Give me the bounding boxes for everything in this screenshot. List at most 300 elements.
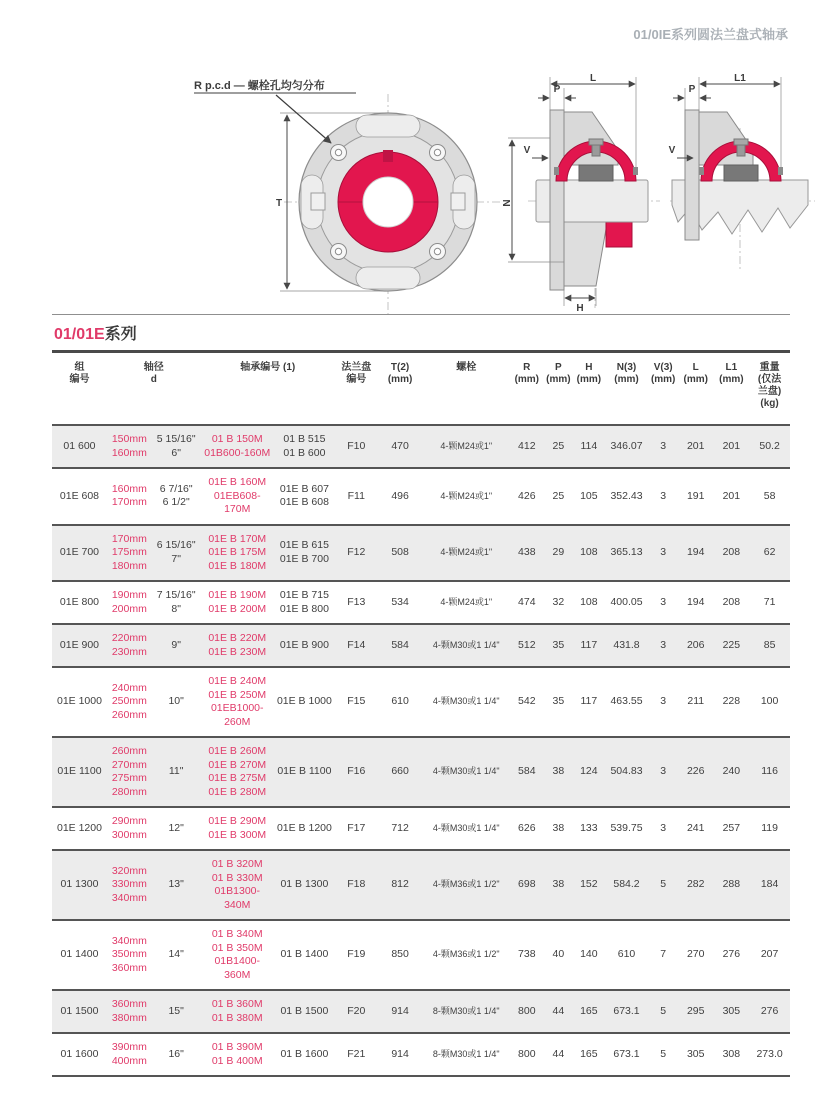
cell-value: 850 <box>391 948 409 961</box>
cell-value: 58 <box>763 489 776 502</box>
cell-bearing <box>274 425 335 468</box>
cell-t <box>378 920 423 990</box>
cell-value: 01 1500 <box>60 1004 99 1017</box>
cell-value: 584.2 <box>613 878 640 891</box>
cell-line: 6 15/16" <box>156 539 196 552</box>
table-row <box>52 850 790 920</box>
cell-weight <box>749 850 790 920</box>
cell-line: 175mm <box>111 546 147 558</box>
cell-line: 190mm <box>111 589 147 601</box>
cell-line: 01E B 700 <box>279 552 329 565</box>
cell-value: 3 <box>660 821 667 834</box>
cell-line: 01 B 400M <box>211 1054 263 1067</box>
cell-line: 160mm <box>111 446 147 459</box>
cell-value: 276 <box>760 1004 779 1017</box>
cell-line: 160mm <box>111 482 147 495</box>
cell-group <box>52 920 107 990</box>
cell-value: 01 1600 <box>60 1047 99 1060</box>
table-row <box>52 667 790 737</box>
cell-value: 7 <box>660 948 667 961</box>
cell-line: 290mm <box>111 815 147 827</box>
col-header-line: P <box>555 362 562 373</box>
col-header-line: 法兰盘 <box>341 362 372 373</box>
bearing-block <box>724 165 758 181</box>
col-header-line: 编号 <box>69 374 90 385</box>
cell-line: 01 B 380M <box>211 1011 263 1024</box>
col-header <box>378 353 423 425</box>
cell-value: 3 <box>660 546 667 558</box>
cell-line: 01 B 330M <box>211 871 263 884</box>
cell-value: 474 <box>518 595 536 608</box>
cell-value: 610 <box>391 695 409 708</box>
cell-value: F21 <box>347 1047 366 1060</box>
cell-line: 01EB1000-260M <box>210 702 264 728</box>
flange-scallop <box>356 115 420 137</box>
cell-line: 01E B 260M <box>208 745 267 757</box>
cell-value: 4-颗M30或1 1/4" <box>432 766 500 777</box>
cell-value: 4-颗M30或1 1/4" <box>432 696 500 707</box>
col-header-line: (mm) <box>514 374 540 385</box>
cell-t <box>378 425 423 468</box>
dim-label-l1: L1 <box>734 73 746 84</box>
cell-line: 9" <box>171 638 181 651</box>
col-header <box>678 353 714 425</box>
cell-line: 01E B 607 <box>279 482 329 495</box>
cell-l <box>678 850 714 920</box>
cell-value: 35 <box>552 695 565 708</box>
cell-line: 170mm <box>111 496 147 509</box>
cell-line: 01E B 270M <box>208 758 267 771</box>
bolt-hole-center <box>335 248 341 254</box>
cell-value: 3 <box>660 765 667 778</box>
cell-line: 01E B 615 <box>279 539 329 552</box>
cell-value: 3 <box>660 638 667 651</box>
cell-p <box>544 425 574 468</box>
cell-line: 275mm <box>111 772 147 784</box>
cell-d-mm <box>107 667 152 737</box>
cell-t <box>378 624 423 667</box>
cell-v <box>648 850 678 920</box>
col-header-line: H <box>585 362 593 373</box>
cell-p <box>544 990 574 1033</box>
cell-value: 712 <box>391 821 409 834</box>
cell-value: 124 <box>580 765 598 778</box>
cell-value: 207 <box>760 948 779 961</box>
cell-p <box>544 581 574 624</box>
cell-value: 295 <box>686 1004 705 1017</box>
cell-flange <box>335 525 378 582</box>
cell-p <box>544 850 574 920</box>
cell-d-in <box>152 425 201 468</box>
cell-value: 412 <box>518 439 536 452</box>
cell-t <box>378 525 423 582</box>
cell-line: 340mm <box>111 934 147 947</box>
cell-group <box>52 807 107 850</box>
cell-value: 470 <box>391 439 409 452</box>
cell-flange <box>335 990 378 1033</box>
cell-group <box>52 1033 107 1076</box>
cell-h <box>573 525 605 582</box>
cell-value: 431.8 <box>613 638 640 651</box>
cell-line: 360mm <box>111 998 147 1010</box>
cell-r <box>510 468 544 525</box>
cell-t <box>378 1033 423 1076</box>
cell-value: 4-颗M24或1" <box>440 440 493 451</box>
cell-bolt <box>422 807 510 850</box>
cell-line: 230mm <box>111 645 147 658</box>
cell-group <box>52 581 107 624</box>
cell-p <box>544 525 574 582</box>
cell-r <box>510 581 544 624</box>
cell-bolt <box>422 581 510 624</box>
cell-line: 01E B 1200 <box>276 821 332 834</box>
cell-value: 226 <box>686 765 705 778</box>
cell-p <box>544 468 574 525</box>
bearing-block <box>579 165 613 181</box>
cell-value: 165 <box>580 1004 598 1017</box>
bearing-slot <box>383 150 393 162</box>
page-title: 01/0IE系列圆法兰盘式轴承 <box>633 27 788 42</box>
cell-v <box>648 737 678 807</box>
cell-bearing-m <box>201 468 274 525</box>
col-header-line: (仅法 <box>757 374 782 385</box>
cell-line: 01 B 1300 <box>280 878 329 891</box>
cell-bearing-m <box>201 425 274 468</box>
col-header <box>335 353 378 425</box>
cell-bolt <box>422 624 510 667</box>
col-header-line: 组 <box>74 362 85 373</box>
cell-weight <box>749 807 790 850</box>
cell-value: F17 <box>347 821 366 834</box>
cell-line: 01E B 190M <box>208 589 267 601</box>
cell-v <box>648 667 678 737</box>
cell-n <box>605 737 649 807</box>
cell-value: 534 <box>391 595 409 608</box>
cell-value: 133 <box>580 821 598 834</box>
cell-line: 15" <box>168 1004 184 1017</box>
col-header-line: (mm) <box>683 374 708 385</box>
cell-bearing <box>274 807 335 850</box>
cell-bearing <box>274 850 335 920</box>
cell-line: 01 B 150M <box>211 433 263 445</box>
cell-group <box>52 425 107 468</box>
cell-d-mm <box>107 525 152 582</box>
cell-line: 01E B 275M <box>208 772 267 784</box>
col-header-line: (mm) <box>614 374 639 385</box>
cell-l <box>678 667 714 737</box>
stud-nut <box>734 139 748 145</box>
cell-bearing <box>274 737 335 807</box>
cell-line: 150mm <box>111 433 147 445</box>
cell-line: 340mm <box>111 891 147 904</box>
cell-line: 01E B 900 <box>279 638 329 651</box>
cell-value: 8-颗M30或1 1/4" <box>432 1005 500 1016</box>
dim-label-v: V <box>523 145 531 156</box>
cell-h <box>573 624 605 667</box>
cell-value: 914 <box>391 1004 409 1017</box>
table-row <box>52 468 790 525</box>
cell-d-in <box>152 920 201 990</box>
cell-value: 504.83 <box>610 765 643 778</box>
cell-value: 4-颗M24或1" <box>440 596 493 607</box>
bolt-hole-center <box>434 248 440 254</box>
col-header-line: L <box>692 362 699 373</box>
cell-h <box>573 850 605 920</box>
cell-value: F15 <box>347 695 366 708</box>
table-row <box>52 425 790 468</box>
cell-line: 01E B 1100 <box>277 765 332 778</box>
cell-l1 <box>714 624 750 667</box>
cell-line: 330mm <box>111 878 147 891</box>
cell-t <box>378 990 423 1033</box>
cell-value: 152 <box>580 878 598 891</box>
cell-line: 380mm <box>111 1011 147 1024</box>
cell-value: 208 <box>722 546 741 558</box>
cell-bolt <box>422 425 510 468</box>
cell-line: 270mm <box>111 758 147 771</box>
col-header-line: (mm) <box>719 374 744 385</box>
cell-p <box>544 737 574 807</box>
cell-n <box>605 425 649 468</box>
cell-t <box>378 850 423 920</box>
cell-d-in <box>152 850 201 920</box>
cell-d-in <box>152 468 201 525</box>
cell-bearing <box>274 920 335 990</box>
cell-line: 01E B 200M <box>208 602 267 615</box>
clamp-tab <box>451 193 465 210</box>
cell-value: F12 <box>347 546 366 558</box>
cell-l <box>678 581 714 624</box>
cell-line: 01B600-160M <box>204 446 271 459</box>
cell-weight <box>749 468 790 525</box>
table-head <box>52 353 790 425</box>
cell-line: 01E B 220M <box>208 632 267 644</box>
cell-n <box>605 525 649 582</box>
cell-t <box>378 581 423 624</box>
cell-bearing-m <box>201 525 274 582</box>
cell-group <box>52 525 107 582</box>
cell-value: 01E 900 <box>59 638 100 651</box>
cell-value: 5 <box>660 1047 667 1060</box>
cell-line: 01E B 300M <box>208 828 267 841</box>
cell-value: 800 <box>518 1047 536 1060</box>
cell-group <box>52 990 107 1033</box>
cell-flange <box>335 1033 378 1076</box>
col-header-line: d <box>150 374 157 385</box>
cell-line: 01E B 230M <box>208 645 267 658</box>
cell-v <box>648 425 678 468</box>
cell-value: 38 <box>552 765 565 778</box>
cell-value: 25 <box>552 439 565 452</box>
cell-bolt <box>422 990 510 1033</box>
cell-value: 508 <box>391 546 409 558</box>
cell-r <box>510 990 544 1033</box>
cell-d-mm <box>107 581 152 624</box>
cell-l <box>678 624 714 667</box>
cell-r <box>510 920 544 990</box>
cell-value: 117 <box>580 638 598 651</box>
cell-value: F20 <box>347 1004 366 1017</box>
table-row <box>52 807 790 850</box>
dim-label-l: L <box>589 73 597 84</box>
cell-line: 16" <box>168 1047 184 1060</box>
cell-line: 6 1/2" <box>162 496 190 509</box>
cell-line: 01 B 1600 <box>280 1047 329 1060</box>
section-title-series-code: 01/01E <box>54 326 105 343</box>
stud-bolt <box>592 144 600 156</box>
cell-line: 400mm <box>111 1054 147 1067</box>
section-title-suffix: 系列 <box>104 326 137 343</box>
cell-h <box>573 667 605 737</box>
cell-line: 350mm <box>111 948 147 961</box>
cell-value: 288 <box>722 878 741 891</box>
cell-d-mm <box>107 850 152 920</box>
cell-value: 738 <box>518 948 536 961</box>
cell-value: F14 <box>347 638 366 651</box>
cell-v <box>648 990 678 1033</box>
col-header <box>544 353 574 425</box>
cell-bearing <box>274 525 335 582</box>
cell-d-mm <box>107 1033 152 1076</box>
cell-value: 01E 800 <box>59 595 100 608</box>
cell-line: 01E B 290M <box>208 815 267 827</box>
cell-value: 108 <box>580 546 598 558</box>
cell-value: 228 <box>722 695 741 708</box>
spec-table <box>52 353 790 1077</box>
cell-bearing <box>274 624 335 667</box>
cell-n <box>605 667 649 737</box>
cell-value: 01 1400 <box>60 948 99 961</box>
cell-d-in <box>152 667 201 737</box>
cell-line: 01E B 800 <box>279 602 329 615</box>
cap-bolt <box>778 167 783 175</box>
cell-bearing <box>274 581 335 624</box>
cell-l <box>678 990 714 1033</box>
cell-t <box>378 737 423 807</box>
cell-h <box>573 807 605 850</box>
dim-label-t: T <box>275 198 283 209</box>
cell-bearing-m <box>201 737 274 807</box>
cell-line: 01E B 160M <box>208 476 267 488</box>
cell-line: 01 B 320M <box>211 858 263 870</box>
cell-line: 10" <box>168 695 184 708</box>
cell-weight <box>749 667 790 737</box>
cell-value: 800 <box>518 1004 536 1017</box>
cell-value: 62 <box>763 546 776 558</box>
cell-line: 180mm <box>111 559 147 572</box>
cell-value: 201 <box>722 439 741 452</box>
cell-value: 3 <box>660 695 667 708</box>
cell-weight <box>749 737 790 807</box>
cell-v <box>648 807 678 850</box>
cell-l1 <box>714 850 750 920</box>
cell-line: 01E B 280M <box>208 785 267 798</box>
cell-value: 257 <box>722 821 741 834</box>
cell-r <box>510 1033 544 1076</box>
cell-value: 346.07 <box>610 439 643 452</box>
col-header-line: T(2) <box>390 362 410 373</box>
cell-d-mm <box>107 425 152 468</box>
cell-bearing-m <box>201 581 274 624</box>
col-header-line: 兰盘)(kg) <box>757 386 782 409</box>
header-row <box>52 353 790 425</box>
cell-value: F13 <box>347 595 366 608</box>
cell-group <box>52 624 107 667</box>
cell-h <box>573 581 605 624</box>
cell-value: 400.05 <box>610 595 643 608</box>
cell-line: 7 15/16" <box>156 589 196 601</box>
cell-line: 14" <box>168 948 184 961</box>
cell-line: 220mm <box>111 632 147 644</box>
cell-line: 01E B 250M <box>208 688 267 701</box>
cell-value: 282 <box>686 878 705 891</box>
cell-n <box>605 624 649 667</box>
cell-line: 01E B 1000 <box>276 695 332 708</box>
cell-value: 305 <box>722 1004 741 1017</box>
cell-line: 7" <box>171 552 181 565</box>
cell-value: 4-颗M36或1 1/2" <box>432 879 500 890</box>
cell-value: F19 <box>347 948 366 961</box>
cell-bolt <box>422 667 510 737</box>
cell-value: 5 <box>660 1004 667 1017</box>
stud-nut <box>589 139 603 145</box>
cell-n <box>605 468 649 525</box>
cell-r <box>510 425 544 468</box>
cell-p <box>544 667 574 737</box>
cell-value: 3 <box>660 439 667 452</box>
table-row <box>52 581 790 624</box>
cell-value: 626 <box>518 821 536 834</box>
cell-line: 01 B 1400 <box>280 948 329 961</box>
cell-line: 360mm <box>111 961 147 974</box>
cell-n <box>605 807 649 850</box>
cell-h <box>573 468 605 525</box>
cell-value: 241 <box>686 821 705 834</box>
cell-flange <box>335 850 378 920</box>
cell-bolt <box>422 737 510 807</box>
side-views-diagram <box>500 70 825 320</box>
cell-value: 71 <box>763 595 776 608</box>
cell-v <box>648 624 678 667</box>
cell-value: 50.2 <box>759 439 780 452</box>
col-header-line: N(3) <box>616 362 637 373</box>
cap-bolt <box>554 167 559 175</box>
cell-l <box>678 807 714 850</box>
cell-l <box>678 737 714 807</box>
cell-value: 44 <box>552 1004 565 1017</box>
cell-line: 8" <box>171 602 181 615</box>
bolt-hole-center <box>335 149 341 155</box>
cell-value: 812 <box>391 878 409 891</box>
cell-value: 38 <box>552 878 565 891</box>
dim-label-n: N <box>502 199 513 207</box>
cell-value: 698 <box>518 878 536 891</box>
cell-p <box>544 920 574 990</box>
cell-d-in <box>152 525 201 582</box>
cell-flange <box>335 920 378 990</box>
cell-value: 914 <box>391 1047 409 1060</box>
cell-h <box>573 990 605 1033</box>
cell-value: 512 <box>518 638 536 651</box>
cell-line: 12" <box>168 821 184 834</box>
cell-h <box>573 425 605 468</box>
table-row <box>52 920 790 990</box>
cell-value: F18 <box>347 878 366 891</box>
cell-value: 140 <box>580 948 598 961</box>
cell-bolt <box>422 920 510 990</box>
cell-value: 610 <box>617 948 636 961</box>
cell-weight <box>749 1033 790 1076</box>
